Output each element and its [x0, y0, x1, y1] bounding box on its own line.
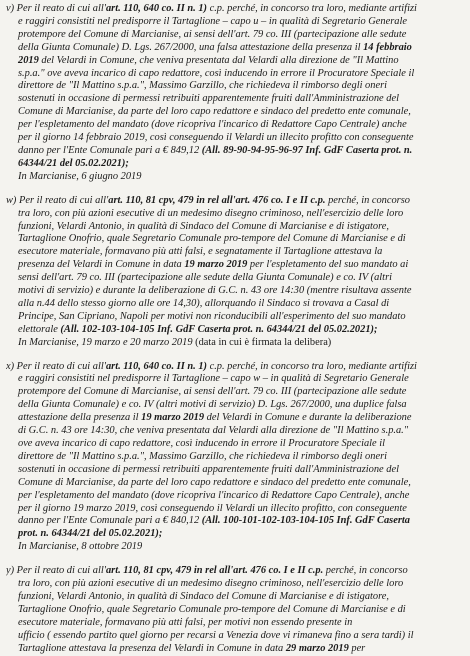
paragraph-line — [6, 221, 460, 234]
body-text: funzioni, Velardi Antonio, in qualità di Sindaco del Comune di Marcianise e di istigatore, — [18, 590, 389, 602]
bold-text: 29 marzo 2019 — [285, 642, 349, 654]
place-date-line — [6, 171, 460, 184]
paragraph-line — [6, 528, 460, 541]
body-text: Tartaglione attestava la presenza del Velardi in Comune in data — [18, 642, 286, 654]
body-text: sensi dell'art. 79 co. III (partecipazione alle sedute della Giunta Comunale) e co. IV (altri — [18, 272, 393, 284]
paragraph-line — [6, 604, 460, 617]
body-text: x) Per il reato di cui all' — [6, 360, 106, 372]
place-date-line — [6, 541, 460, 554]
paragraph-line — [6, 93, 460, 106]
body-text: esecutore materiale, formavano più atti falsi, per motivi non essendo presente in — [18, 616, 353, 628]
body-text: protempore del Comune di Marcianise, ai sensi dell'art. 79 co. III (partecipazione alle sedute — [18, 386, 407, 398]
body-text: per il giorno 19 marzo 2019, così conseguendo il Velardi un illecito profitto, con conseguente — [18, 502, 407, 514]
paragraph-line — [6, 233, 460, 246]
paragraph-line — [6, 246, 460, 259]
body-text: Tartaglione Onofrio, quale Segretario Comunale pro-tempore del Comune di Marcianise e di — [18, 603, 406, 615]
charge-paragraph-w — [6, 195, 460, 350]
paragraph-line — [6, 68, 460, 81]
paragraph-line — [6, 158, 460, 171]
place-date: In Marcianise, 6 giugno 2019 — [18, 170, 142, 182]
body-text: protempore del Comune di Marcianise, ai sensi dell'art. 79 co. III (partecipazione alle sedute — [18, 28, 407, 40]
charge-paragraph-x — [6, 361, 460, 555]
body-text: alla n.44 dello stesso giorno alle ore 14,30), allorquando il Sindaco si trovava a Casal di — [18, 297, 390, 309]
bold-text: 14 febbraio — [363, 41, 412, 53]
body-text: per l'espletamento del mandato (dove ricopriva l'incarico di Redattore Capo Centrale) anche — [18, 119, 407, 131]
body-text: w) Per il reato di cui all' — [6, 194, 109, 206]
paragraph-line — [6, 643, 460, 656]
place-date: In Marcianise, 8 ottobre 2019 — [18, 541, 143, 553]
body-text: per l'espletamento del mandato (dove ricopriva l'incarico di Redattore Capo Centrale), anche — [18, 489, 410, 501]
body-text: danno per l'Ente Comunale pari a € 840,12 — [18, 515, 202, 527]
bold-text: 19 marzo 2019 — [184, 259, 248, 271]
bold-text: 2019 — [18, 54, 39, 66]
body-text: tra loro, con più azioni esecutive di un medesimo disegno criminoso, nell'esercizio delle loro — [18, 578, 404, 590]
body-text: c.p. perché, in concorso tra loro, mediante artifizi — [206, 3, 417, 14]
paragraph-line — [6, 208, 460, 221]
paragraph-line — [6, 3, 460, 16]
body-text: motivi di servizio) e durante la deliberazione di G.C. n. 43 ore 14:30 (mentre risultava assente — [18, 285, 412, 297]
paragraph-line — [6, 464, 460, 477]
bold-text: 64344/21 del 05.02.2021); — [18, 157, 129, 169]
body-text: y) Per il reato di cui all' — [6, 565, 106, 577]
bold-text: 19 marzo 2019 — [141, 412, 205, 424]
paragraph-line — [6, 451, 460, 464]
charge-paragraph-v — [6, 3, 460, 184]
body-text: Comune di Marcianise, da parte del loro capo redattore e sindaco del predetto ente comunale, — [18, 476, 411, 488]
paragraph-line — [6, 42, 460, 55]
paragraph-line — [6, 591, 460, 604]
body-text: sostenuti in occasione di permessi retribuiti apparentemente fruiti dall'Amministrazione del — [18, 93, 399, 105]
paragraph-line — [6, 477, 460, 490]
paragraph-line — [6, 503, 460, 516]
paragraph-line — [6, 80, 460, 93]
body-text: direttore de "Il Mattino s.p.a.", Massimo Garzillo, che richiedeva il rimborso degli oneri — [18, 80, 387, 92]
paragraph-line — [6, 425, 460, 438]
body-text: presenza del Velardi in Comune in data — [18, 259, 185, 271]
paragraph-line — [6, 259, 460, 272]
body-text: del Velardi in Comune, che veniva presentata dal Velardi alla direzione de "Il Mattino — [38, 54, 399, 66]
paragraph-line — [6, 272, 460, 285]
body-text: per l'espletamento del suo mandato ai — [247, 259, 409, 271]
body-text: s.p.a." ove aveva incarico di capo redattore, così inducendo in errore il Procuratore Speciale il — [18, 67, 415, 79]
charge-paragraph-y — [6, 565, 460, 655]
paragraph-line — [6, 55, 460, 68]
body-text: perché, in concorso — [323, 565, 408, 577]
date-note: (data in cui è firmata la delibera) — [192, 336, 332, 348]
paragraph-line — [6, 373, 460, 386]
paragraph-line — [6, 106, 460, 119]
body-text: perché, in concorso — [325, 194, 410, 206]
body-text: elettorale — [18, 323, 61, 335]
paragraph-line — [6, 630, 460, 643]
bold-text: art. 110, 81 cpv, 479 in rel all'art. 476 co. I e II c.p. — [105, 565, 324, 577]
body-text: e raggiri consistiti nel predisporre il Tartaglione – capo w – in qualità di Segretario Generale — [18, 373, 409, 385]
paragraph-line — [6, 29, 460, 42]
body-text: ove aveva incarico di capo redattore, così inducendo in errore il Procuratore Speciale il — [18, 438, 386, 449]
body-text: ufficio ( essendo partito quel giorno per recarsi a Venezia dove vi rimaneva fino a sera tardi) il — [18, 629, 414, 641]
body-text: Comune di Marcianise, da parte del loro capo redattore e sindaco del predetto ente comunale, — [18, 106, 411, 118]
paragraph-line — [6, 119, 460, 132]
paragraph-line — [6, 311, 460, 324]
body-text: sostenuti in occasione di permessi retribuiti apparentemente fruiti dall'Amministrazione del — [18, 463, 399, 475]
paragraph-line — [6, 195, 460, 208]
body-text: c.p. perché, in concorso tra loro, mediante artifizi — [206, 360, 417, 372]
place-date-line — [6, 337, 460, 350]
paragraph-line — [6, 438, 460, 451]
paragraph-line — [6, 617, 460, 630]
paragraph-line — [6, 515, 460, 528]
body-text: v) Per il reato di cui all' — [6, 3, 106, 14]
paragraph-line — [6, 412, 460, 425]
body-text: Tartaglione Onofrio, quale Segretario Comunale pro-tempore del Comune di Marcianise e di — [18, 233, 406, 245]
body-text: attestazione della presenza il — [18, 412, 142, 424]
body-text: Principe, San Cipriano, Napoli per motivi non riconducibili all'esperimento del suo mandato — [18, 310, 406, 322]
paragraph-line — [6, 361, 460, 374]
bold-text: art. 110, 81 cpv, 479 in rel all'art. 476 co. I e II c.p. — [108, 194, 326, 206]
place-date: In Marcianise, 19 marzo e 20 marzo 2019 — [18, 336, 193, 348]
paragraph-line — [6, 578, 460, 591]
paragraph-line — [6, 490, 460, 503]
paragraph-line — [6, 298, 460, 311]
body-text: danno per l'Ente Comunale pari a € 849,12 — [18, 144, 202, 156]
body-text: funzioni, Velardi Antonio, in qualità di Sindaco del Comune di Marcianise e di istigatore, — [18, 220, 389, 232]
paragraph-line — [6, 145, 460, 158]
body-text: per il giorno 14 febbraio 2019, così conseguendo il Velardi un illecito profitto con conseguente — [18, 132, 414, 144]
paragraph-line — [6, 399, 460, 412]
body-text: della Giunta Comunale) e co. IV (altri motivi di servizio) D. Lgs. 267/2000, una duplice falsa — [18, 399, 407, 411]
body-text: di G.C. n. 43 ore 14:30, che veniva presentata dal Velardi alla direzione de "Il Mattino s.p.a." — [18, 425, 409, 437]
bold-text: (All. 89-90-94-95-96-97 Inf. GdF Caserta prot. n. — [201, 144, 413, 156]
body-text: della Giunta Comunale) D. Lgs. 267/2000, una falsa attestazione della presenza il — [18, 41, 364, 53]
paragraph-line — [6, 132, 460, 145]
bold-text: prot. n. 64344/21 del 05.02.2021); — [18, 528, 163, 540]
paragraph-line — [6, 386, 460, 399]
body-text: e raggiri consistiti nel predisporre il Tartaglione – capo u – in qualità di Segretario Generale — [18, 15, 407, 27]
body-text: del Velardi in Comune e durante la deliberazione — [204, 412, 412, 424]
body-text: tra loro, con più azioni esecutive di un medesimo disegno criminoso, nell'esercizio delle loro — [18, 207, 404, 219]
paragraph-line — [6, 324, 460, 337]
body-text: per — [348, 642, 366, 654]
body-text: esecutore materiale, formavano più atti falsi, e segnatamente il Tartaglione attestava la — [18, 246, 383, 258]
bold-text: art. 110, 640 co. II n. 1) — [105, 360, 207, 372]
bold-text: art. 110, 640 co. II n. 1) — [105, 3, 207, 14]
paragraph-line — [6, 16, 460, 29]
paragraph-line — [6, 285, 460, 298]
body-text: direttore de "Il Mattino s.p.a.", Massimo Garzillo, che richiedeva il rimborso degli oneri — [18, 450, 387, 462]
paragraph-line — [6, 565, 460, 578]
bold-text: (All. 102-103-104-105 Inf. GdF Caserta prot. n. 64344/21 del 05.02.2021); — [60, 323, 378, 335]
bold-text: (All. 100-101-102-103-104-105 Inf. GdF Caserta — [201, 515, 410, 527]
